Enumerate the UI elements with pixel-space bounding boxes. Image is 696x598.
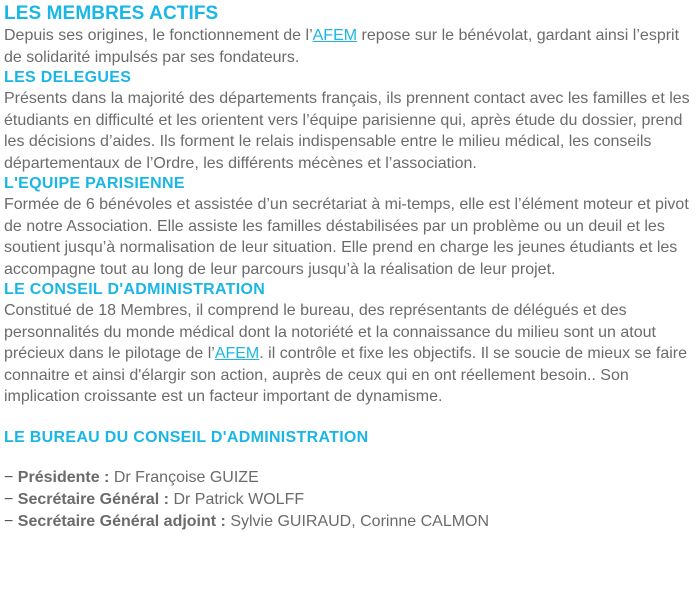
member-name: Dr Patrick WOLFF — [169, 490, 305, 508]
member-name: Sylvie GUIRAUD, Corinne CALMON — [225, 512, 490, 530]
bureau-heading: LE BUREAU DU CONSEIL D'ADMINISTRATION — [4, 428, 369, 446]
afem-link[interactable]: AFEM — [312, 27, 358, 44]
membres-actifs-paragraph — [4, 25, 692, 68]
afem-link-conseil[interactable]: AFEM — [214, 345, 260, 362]
conseil-administration-heading: LE CONSEIL D'ADMINISTRATION — [4, 281, 266, 298]
delegues-heading: LES DELEGUES — [4, 69, 132, 86]
list-item-secretaire-general — [4, 489, 692, 511]
member-role: Secrétaire Général : — [17, 490, 169, 508]
membres-text-after: repose sur le bénévolat, gardant ainsi l’esprit de solidarité impulsés par ses fondateurs. — [4, 27, 680, 66]
dash-marker: − — [4, 512, 18, 530]
dash-marker: − — [4, 468, 18, 486]
member-role: Secrétaire Général adjoint : — [17, 512, 226, 530]
delegues-paragraph: Présents dans la majorité des départements français, ils prennent contact avec les familles et les étudiants en difficulté et les orientent vers l’équipe parisienne qui, après étude du dossier, prend les décisions d’aides. Ils forment le relais indispensable entre le milieu médical, les conseils départementaux de l’Ordre, les différents mécènes et l’association. — [4, 90, 690, 172]
membres-text-before: Depuis ses origines, le fonctionnement de l’ — [4, 27, 313, 44]
membres-actifs-heading: LES MEMBRES ACTIFS — [4, 3, 219, 24]
conseil-administration-paragraph — [4, 300, 692, 408]
conseil-text-before: Constitué de 18 Membres, il comprend le bureau, des représentants de délégués et des personnalités du monde médical dont la notoriété et la connaissance du milieu sont un atout précieux dans le pilotage de l’ — [4, 302, 656, 362]
conseil-text-after: . il contrôle et fixe les objectifs. Il se soucie de mieux se faire connaitre et ainsi d'élargir son action, auprès de ceux qui en ont réellement besoin.. Son implication croissante est un facteur important de dynamisme. — [4, 345, 688, 405]
section-spacer — [4, 448, 692, 467]
list-item-secretaire-general-adjoint — [4, 511, 692, 533]
member-name: Dr Françoise GUIZE — [109, 468, 259, 486]
member-role: Présidente : — [17, 468, 110, 486]
dash-marker: − — [4, 490, 18, 508]
bureau-members-list — [4, 467, 692, 533]
list-item-presidente — [4, 467, 692, 489]
equipe-parisienne-heading: L'EQUIPE PARISIENNE — [4, 175, 185, 192]
section-spacer — [4, 408, 692, 428]
equipe-parisienne-paragraph: Formée de 6 bénévoles et assistée d’un secrétariat à mi-temps, elle est l’élément moteur et pivot de notre Association. Elle assiste les familles déstabilisées par un problème ou un deuil et les soutient jusqu’à normalisation de leur situation. Elle prend en charge les jeunes étudiants et les accompagne tout au long de leur parcours jusqu’à la réalisation de leur projet. — [4, 196, 689, 278]
